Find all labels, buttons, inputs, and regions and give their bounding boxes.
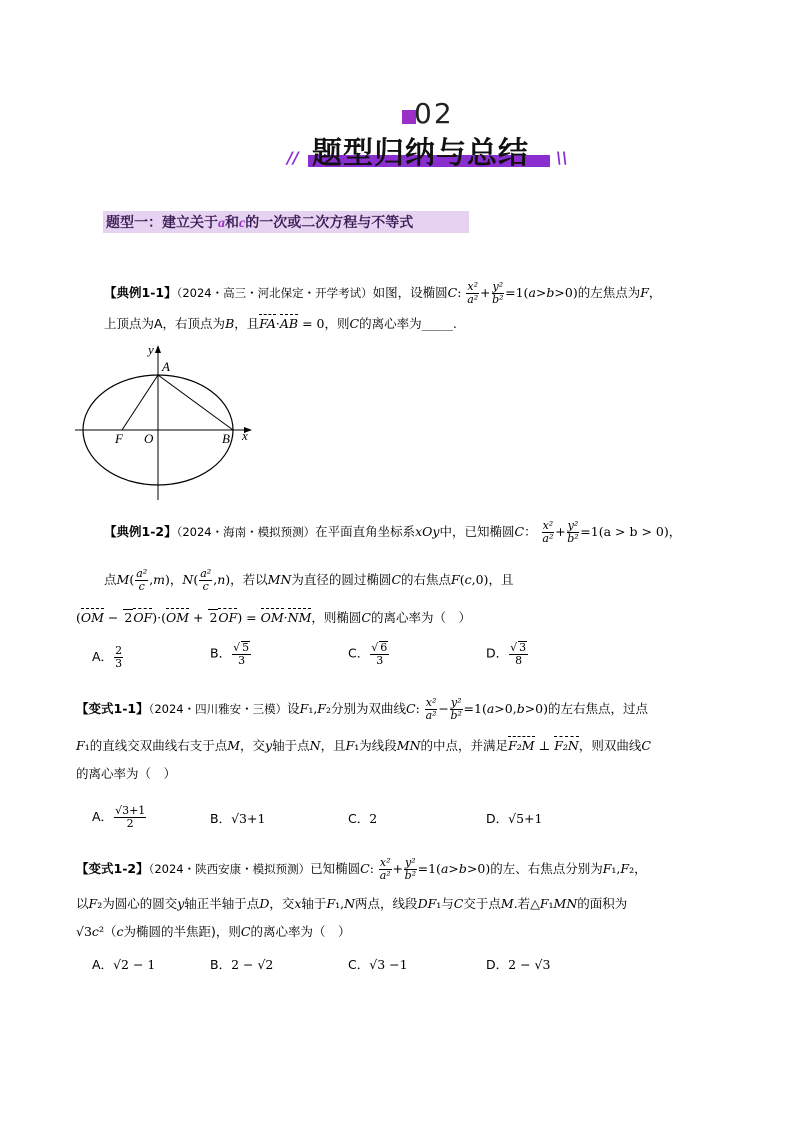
q4-line1: 【变式1-2】（2024・陕西安康・模拟预测）已知椭圆C: $\frac{\text{x²}}{\text{a²}}$ + $\frac{\text{y²}}{\text{b²}}$ =1(a>b>0)的左、右焦点分别为F₁,F₂， xyxy=(76,856,647,882)
q3-option-c[interactable]: C．2 xyxy=(348,811,378,826)
q3-line3: 的离心率为（ ） xyxy=(76,766,177,781)
y-axis-arrow xyxy=(155,345,161,353)
section-number: 02 xyxy=(414,97,454,130)
q1-line2: 上顶点为A，右顶点为B，且FA·AB = 0，则C的离心率为_____. xyxy=(104,316,457,331)
q3-line2: F₁的直线交双曲线右支于点M，交y轴于点N，且F₁为线段MN的中点，并满足F₂M ⊥ F₂N，则双曲线C xyxy=(76,738,651,753)
page-title: 题型归纳与总结 xyxy=(312,136,529,171)
q3-line1: 【变式1-1】（2024・四川雅安・三模）设F₁,F₂分别为双曲线C: $\frac{\text{x²}}{\text{a²}}$ − $\frac{\text{y²}}{\text{b²}}$ =1(a>0,b>0)的左右焦点，过点 xyxy=(76,696,649,722)
q3-option-b[interactable]: B．√3+1 xyxy=(210,811,266,826)
segment-FA xyxy=(122,375,158,430)
header-deco-right: \\ xyxy=(556,148,568,167)
label-O: O xyxy=(144,431,154,446)
q2-option-d[interactable]: D． $\frac{√ 3}{8}$ xyxy=(486,641,527,667)
q2-line3: (OM − 2OF)·(OM + 2OF) = OM·NM，则椭圆C的离心率为（ ） xyxy=(76,610,472,625)
q2-line1: 【典例1-2】（2024・海南・模拟预测）在平面直角坐标系xOy中，已知椭圆C： $\frac{\text{x²}}{\text{a²}}$ + $\frac{\text{y²}}{\text{b²}}$ =1(a > b > 0)， xyxy=(104,519,682,545)
label-F: F xyxy=(115,431,123,446)
topic-heading: 题型一：建立关于a和c的一次或二次方程与不等式 xyxy=(106,215,414,231)
q4-option-d[interactable]: D．2 − √3 xyxy=(486,957,551,972)
q4-line2: 以F₂为圆心的圆交y轴正半轴于点D，交x轴于F₁,N两点，线段DF₁与C交于点M.若△F₁MN的面积为 xyxy=(76,896,628,911)
q1-line1: 【典例1-1】（2024・高三・河北保定・开学考试）如图，设椭圆C: $\frac{\text{x²}}{\text{a²}}$ + $\frac{\text{y²}}{\text{b²}}$ =1(a>b>0)的左焦点为F， xyxy=(104,280,662,306)
label-x: x xyxy=(242,428,248,443)
header-deco-left: // xyxy=(287,148,299,167)
q4-option-a[interactable]: A．√2 − 1 xyxy=(92,957,156,972)
segment-AB xyxy=(158,375,233,430)
q3-option-d[interactable]: D．√5+1 xyxy=(486,811,543,826)
label-A: A xyxy=(162,359,170,374)
q3-option-a[interactable]: A． $\frac{√3+1}{2}$ xyxy=(92,804,146,830)
q2-option-c[interactable]: C． $\frac{√ 6}{3}$ xyxy=(348,641,388,667)
label-y: y xyxy=(148,342,154,357)
ellipse-figure xyxy=(70,340,260,505)
q4-option-c[interactable]: C．√3 −1 xyxy=(348,957,408,972)
q2-option-b[interactable]: B． $\frac{√ 5}{3}$ xyxy=(210,641,250,667)
q4-line3: √3c²（c为椭圆的半焦距)，则C的离心率为（ ） xyxy=(76,924,351,939)
label-B: B xyxy=(222,431,230,446)
q4-option-b[interactable]: B．2 − √2 xyxy=(210,957,274,972)
q2-line2: 点M( $\frac{\text{a²}}{c}$ ,m)，N( $\frac{\text{a²}}{c}$ ,n)，若以MN为直径的圆过椭圆C的右焦点F(c,0)，且 xyxy=(104,567,514,593)
q2-option-a[interactable]: A． $\frac{2}{3}$ xyxy=(92,644,123,670)
